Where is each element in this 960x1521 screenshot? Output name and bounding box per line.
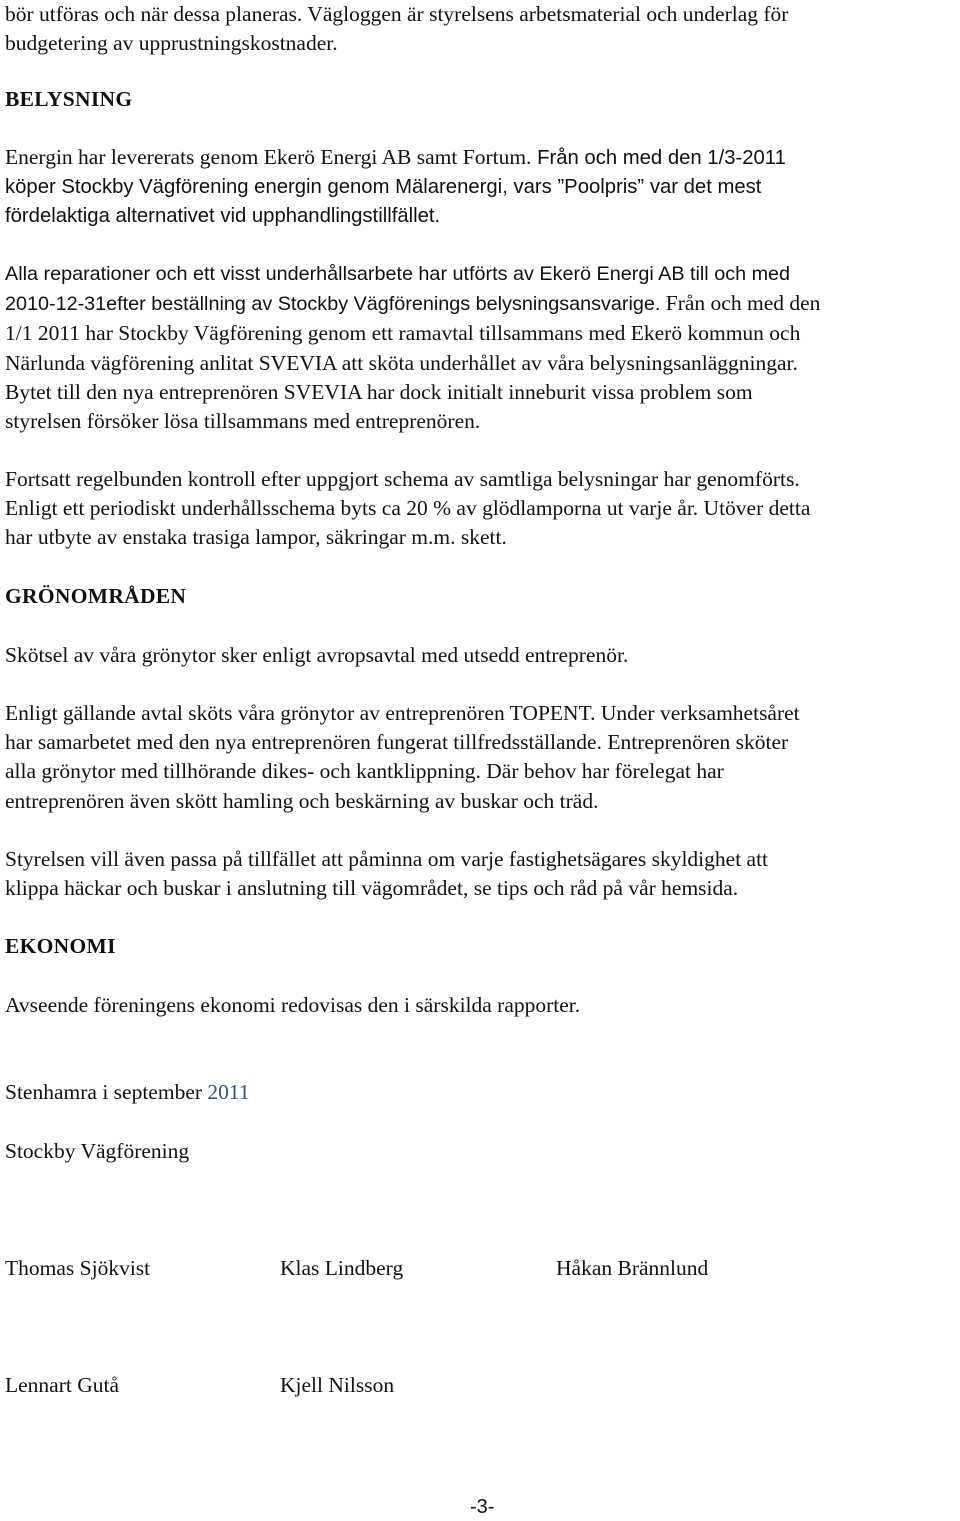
ekonomi-paragraph-1: Avseende föreningens ekonomi redovisas den i särskilda rapporter. (5, 993, 581, 1017)
belysning-p2-line: Alla reparationer och ett visst underhållsarbete har utförts av Ekerö Energi AB till och med (5, 263, 791, 285)
belysning-p2-line: styrelsen försöker lösa tillsammans med entreprenören. (5, 409, 481, 434)
closing-year: 2011 (207, 1080, 250, 1104)
closing-place: Stenhamra i september (5, 1080, 208, 1104)
gronomraden-paragraph-1: Skötsel av våra grönytor sker enligt avropsavtal med utsedd entreprenör. (5, 643, 629, 667)
closing-place-date (5, 1078, 250, 1107)
gronomraden-paragraph-3 (5, 845, 768, 903)
belysning-p1-arial: Från och med den 1/3-2011 (531, 147, 786, 169)
belysning-p3-line: Enligt ett periodiskt underhållsschema byts ca 20 % av glödlamporna ut varje år. Utöver detta (5, 496, 811, 521)
belysning-p2-line: Närlunda vägförening anlitat SVEVIA att sköta underhållet av våra belysningsanläggningar. (5, 350, 798, 375)
belysning-p2-line: 2010-12-31efter beställning av Stockby Vägförenings belysningsansvarige. (5, 293, 661, 316)
intro-line: budgetering av upprustningskostnader. (5, 31, 338, 56)
section-heading-ekonomi: EKONOMI (5, 934, 116, 958)
gronomraden-p2-line: alla grönytor med tillhörande dikes- och kantklippning. Där behov har förelegat har (5, 759, 724, 784)
signature-name: Håkan Brännlund (556, 1256, 709, 1280)
section-heading-gronomraden: GRÖNOMRÅDEN (5, 584, 187, 608)
intro-line: bör utföras och när dessa planeras. Vägloggen är styrelsens arbetsmaterial och underlag för (5, 2, 789, 26)
belysning-paragraph-1 (5, 143, 786, 232)
section-heading-belysning: BELYSNING (5, 87, 133, 111)
gronomraden-paragraph-2 (5, 699, 800, 816)
belysning-paragraph-3 (5, 465, 810, 553)
signature-name: Kjell Nilsson (280, 1373, 395, 1397)
gronomraden-p2-line: har samarbetet med den nya entreprenören fungerat tillfredsställande. Entreprenören sköter (5, 730, 789, 755)
belysning-p2-times-tail: Från och med den (660, 291, 821, 316)
signature-name: Thomas Sjökvist (5, 1256, 151, 1280)
gronomraden-p2-line: Enligt gällande avtal sköts våra grönytor av entreprenören TOPENT. Under verksamhetsåret (5, 701, 800, 725)
belysning-p3-line: Fortsatt regelbunden kontroll efter uppgjort schema av samtliga belysningar har genomförts. (5, 467, 800, 491)
belysning-p1-line: fördelaktiga alternativet vid upphandlingstillfället. (5, 205, 441, 228)
gronomraden-p3-line: klippa häckar och buskar i anslutning till vägområdet, se tips och råd på vår hemsida. (5, 876, 739, 901)
signature-name: Klas Lindberg (280, 1256, 404, 1280)
gronomraden-p2-line: entreprenören även skött hamling och beskärning av buskar och träd. (5, 788, 599, 813)
belysning-p2-line: Bytet till den nya entreprenören SVEVIA har dock initialt inneburit vissa problem som (5, 379, 753, 404)
signature-name: Lennart Gutå (5, 1373, 120, 1397)
gronomraden-p3-line: Styrelsen vill även passa på tillfället att påminna om varje fastighetsägares skyldighet att (5, 847, 769, 871)
page-number: -3- (470, 1496, 495, 1518)
belysning-p2-line: 1/1 2011 har Stockby Vägförening genom ett ramavtal tillsammans med Ekerö kommun och (5, 321, 801, 346)
belysning-p1-times: Energin har levererats genom Ekerö Energi AB samt Fortum. (5, 145, 532, 169)
closing-organization: Stockby Vägförening (5, 1139, 190, 1163)
belysning-p3-line: har utbyte av enstaka trasiga lampor, säkringar m.m. skett. (5, 525, 507, 550)
belysning-p1-line: köper Stockby Vägförening energin genom Mälarenergi, vars ”Poolpris” var det mest (5, 176, 762, 199)
belysning-paragraph-2 (5, 260, 820, 436)
intro-paragraph (5, 0, 788, 58)
